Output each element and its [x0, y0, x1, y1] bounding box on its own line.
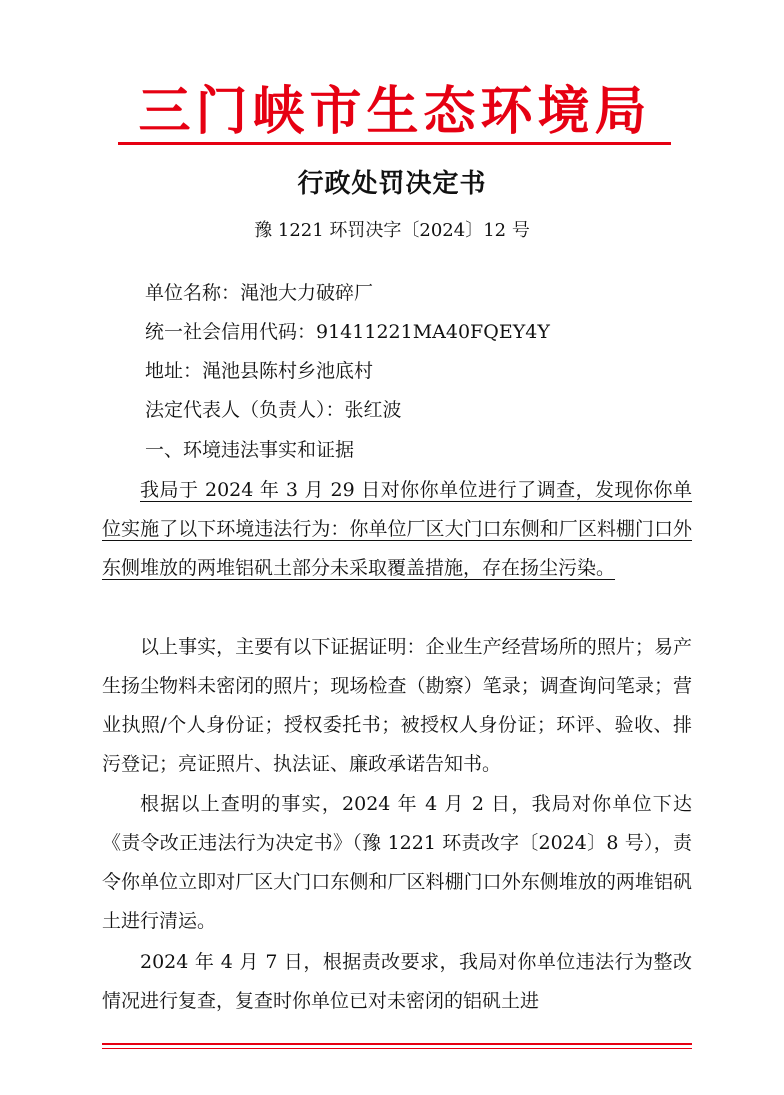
address-line: 地址：渑池县陈村乡池底村 [145, 360, 374, 382]
document-number: 豫 1221 环罚决字〔2024〕12 号 [254, 220, 530, 241]
footer-red-rule-thin [102, 1048, 692, 1049]
facts-paragraph: 我局于 2024 年 3 月 29 日对你你单位进行了调查，发现你你单位实施了以下环境违法行为：你单位厂区大门口东侧和厂区料棚门口外东侧堆放的两堆铝矾土部分未采取覆盖措施，存在扬尘污染。 [102, 479, 692, 579]
recheck-paragraph: 2024 年 4 月 7 日，根据责改要求，我局对你单位违法行为整改情况进行复查，复查时你单位已对未密闭的铝矾土进 [102, 951, 692, 1012]
rectification-order-paragraph: 根据以上查明的事实，2024 年 4 月 2 日，我局对你单位下达《责令改正违法行为决定书》（豫 1221 环责改字〔2024〕8 号），责令你单位立即对厂区大门口东侧和厂区料棚门口外东侧堆放的两堆铝矾土进行清运。 [102, 793, 692, 932]
legal-representative-line: 法定代表人（负责人）：张红波 [145, 399, 402, 421]
credit-code-line: 统一社会信用代码：91411221MA40FQEY4Y [145, 321, 550, 343]
organization-title: 三门峡市生态环境局 [138, 82, 652, 142]
footer-red-rule [102, 1043, 692, 1045]
unit-name-line: 单位名称：渑池大力破碎厂 [145, 282, 374, 304]
document-title: 行政处罚决定书 [297, 169, 487, 199]
evidence-paragraph: 以上事实，主要有以下证据证明：企业生产经营场所的照片；易产生扬尘物料未密闭的照片；现场检查（勘察）笔录；调查询问笔录；营业执照/个人身份证；授权委托书；被授权人身份证；环评、验收、排污登记；亮证照片、执法证、廉政承诺告知书。 [102, 636, 692, 775]
section-heading: 一、环境违法事实和证据 [145, 439, 355, 461]
header-red-rule [118, 142, 671, 145]
